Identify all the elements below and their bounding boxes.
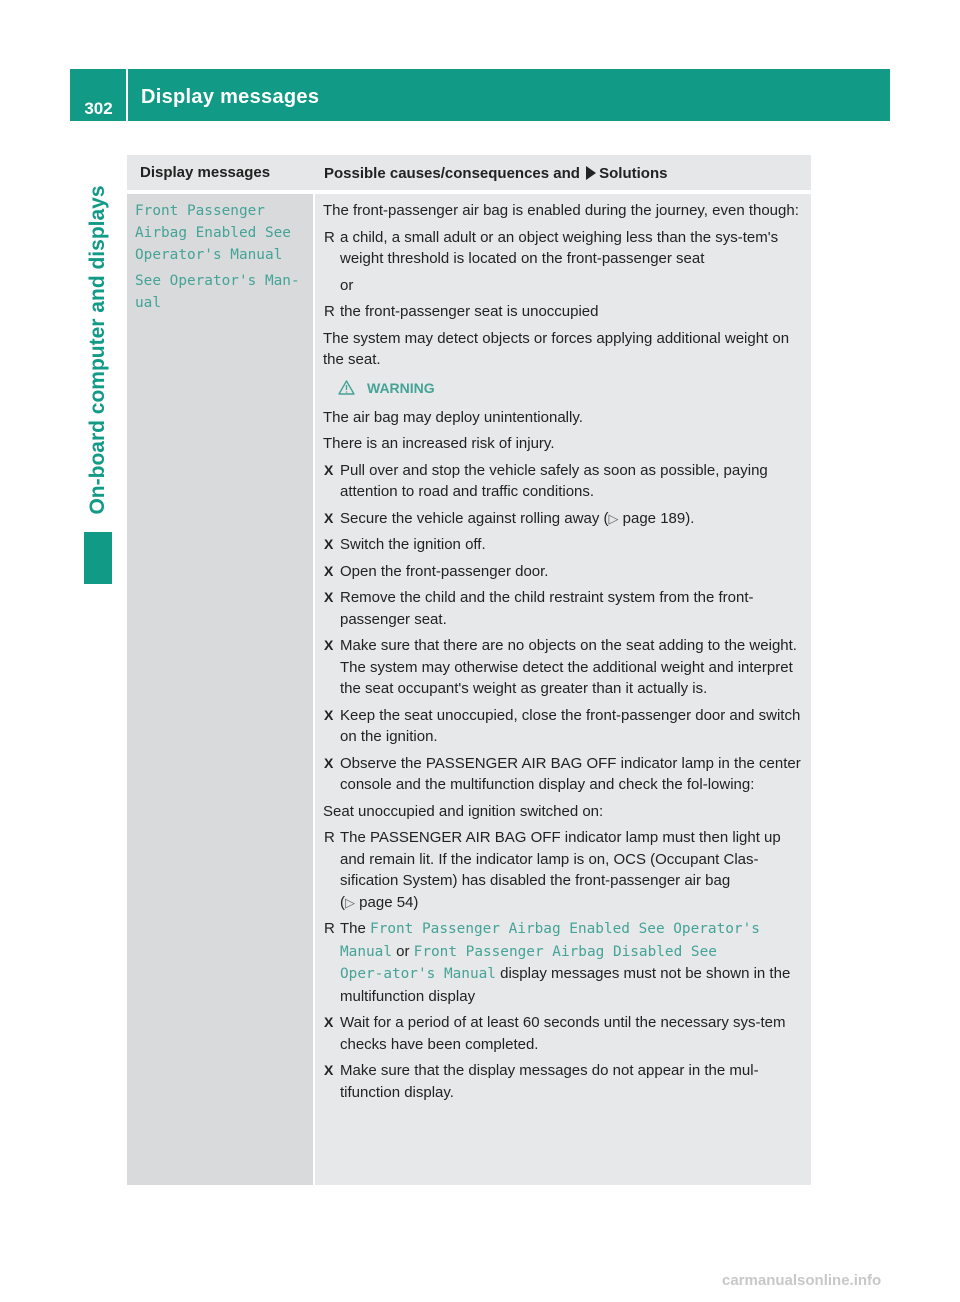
detect-text: The system may detect objects or forces applying additional weight on the seat. — [323, 329, 790, 368]
list-item: R The PASSENGER AIR BAG OFF indicator lamp must then light up and remain lit. If the indicator lamp is on, OCS (Occupant Clas-sification System) has disabled the front-passenger air bag (▷ page 54) — [324, 829, 781, 911]
display-message-cell — [127, 194, 313, 1185]
step-item: X Open the front-passenger door. — [323, 561, 807, 583]
step-marker-icon: X — [324, 1062, 334, 1078]
bullet-marker: R — [324, 228, 335, 246]
header-divider — [126, 69, 128, 121]
step-marker-icon: X — [324, 461, 334, 478]
display-message-line: Airbag Enabled See — [135, 225, 291, 241]
warning-text: There is an increased risk of injury. — [323, 435, 555, 452]
step-marker-icon: X — [324, 589, 334, 605]
solutions-cell — [315, 194, 811, 1185]
step-item: X Keep the seat unoccupied, close the front-passenger door and switch on the ignition. — [324, 706, 801, 745]
display-message-ref: Front Passenger Airbag Disabled See Oper‑ator's Manual — [340, 943, 717, 982]
step-item: X Secure the vehicle against rolling away (▷ page 189). — [323, 508, 807, 530]
list-item — [323, 227, 807, 270]
step-marker-icon: X — [324, 754, 334, 771]
bullet-text: a child, a small adult or an object weighing less than the sys-tem's weight threshold is located on the front-passenger seat — [340, 228, 779, 267]
header-causes-text: Possible causes/consequences and — [324, 165, 580, 182]
step-item: X Observe the PASSENGER AIR BAG OFF indicator lamp in the center console and the multifunction display and check the fol-lowing: — [324, 754, 801, 793]
bullet-marker: R — [324, 829, 335, 846]
display-message-line: See Operator's Man‑ — [135, 273, 300, 289]
side-tab-marker — [84, 532, 112, 584]
warning-triangle-icon — [338, 380, 355, 395]
step-item: X Pull over and stop the vehicle safely as soon as possible, paying attention to road and traffic conditions. — [324, 461, 768, 500]
display-message-ref: Front Passenger Airbag Enabled See Operator's Manual — [340, 921, 760, 960]
warning-label: WARNING — [367, 379, 435, 396]
step-marker-icon: X — [324, 536, 334, 552]
column-header-solutions — [313, 155, 811, 190]
list-item: R The Front Passenger Airbag Enabled See Operator's Manual or Front Passenger Airbag Disabled See Oper‑ator's Manual display messages must not be shown in the multifunction display — [324, 920, 791, 1005]
page-title: Display messages — [141, 86, 320, 108]
step-marker-icon: X — [324, 562, 334, 579]
side-tab-label: On-board computer and displays — [86, 184, 109, 515]
watermark: carmanualsonline.info — [722, 1272, 882, 1289]
page-reference-link[interactable]: page 54 — [359, 893, 414, 911]
list-item — [323, 301, 807, 323]
step-marker-icon: X — [324, 706, 334, 723]
display-message-line: ual — [135, 295, 161, 311]
display-messages-table — [127, 155, 811, 1185]
step-marker-icon: X — [324, 1014, 334, 1030]
column-header-display-messages: Display messages — [127, 155, 313, 190]
step-item: X Switch the ignition off. — [323, 534, 807, 556]
or-text: or — [340, 276, 354, 294]
page-ref-icon: ▷ — [345, 894, 355, 910]
action-arrow-icon — [586, 166, 596, 180]
step-item: X Make sure that there are no objects on the seat adding to the weight. The system may otherwise detect the additional weight and interpret the seat occupant's weight as greater than it actually is. — [324, 637, 797, 697]
seat-unoccupied-text: Seat unoccupied and ignition switched on: — [323, 802, 604, 820]
step-marker-icon: X — [324, 509, 334, 526]
side-tab — [84, 172, 112, 527]
step-item: X Make sure that the display messages do not appear in the mul-tifunction display. — [324, 1062, 759, 1101]
header-solutions-text: Solutions — [599, 165, 668, 182]
bullet-marker: R — [324, 920, 335, 937]
intro-text: The front-passenger air bag is enabled during the journey, even though: — [323, 202, 799, 219]
step-item: X Remove the child and the child restraint system from the front-passenger seat. — [324, 589, 754, 628]
step-marker-icon: X — [324, 637, 334, 653]
page-number: 302 — [84, 99, 113, 118]
display-message-line: Operator's Manual — [135, 247, 283, 263]
display-message-line: Front Passenger — [135, 203, 265, 219]
page-ref-icon: ▷ — [608, 510, 619, 526]
step-item: X Wait for a period of at least 60 seconds until the necessary sys-tem checks have been completed. — [324, 1014, 786, 1053]
bullet-marker: R — [324, 303, 335, 320]
bullet-text: the front-passenger seat is unoccupied — [340, 303, 599, 320]
warning-heading — [338, 380, 807, 396]
warning-text: The air bag may deploy unintentionally. — [323, 408, 583, 426]
page-reference-link[interactable]: page 189 — [622, 509, 686, 527]
